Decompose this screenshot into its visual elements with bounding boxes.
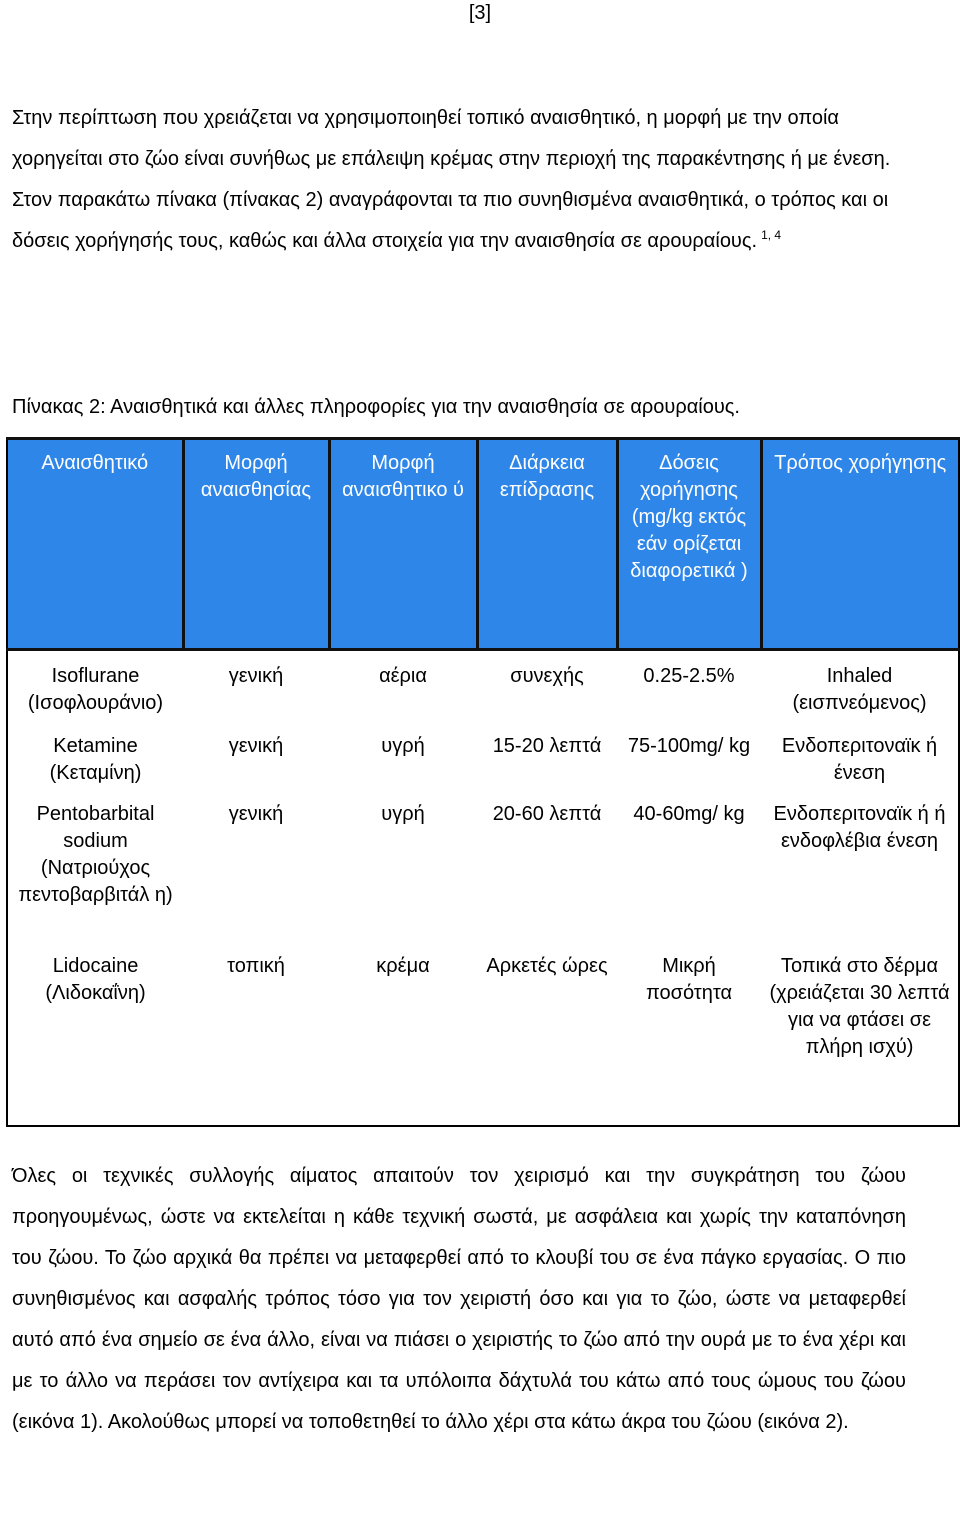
header-anesthetic-form: Μορφή αναισθητικο ύ <box>329 439 477 650</box>
table-cell: Τοπικά στο δέρμα (χρειάζεται 30 λεπτά για να φτάσει σε πλήρη ισχύ) <box>769 955 950 1058</box>
header-anesthesia-type: Μορφή αναισθησίας <box>183 439 329 650</box>
table-cell: Μικρή ποσότητα <box>645 955 733 1004</box>
table-cell: γενική <box>228 803 284 825</box>
table-row <box>7 650 959 730</box>
table-cell: υγρή <box>381 735 425 757</box>
table-cell: 0.25-2.5% <box>643 665 735 687</box>
intro-paragraph-2-text: Στον παρακάτω πίνακα (πίνακας 2) αναγράφονται τα πιο συνηθισμένα αναισθητικά, ο τρόπος και οι δόσεις χορήγησής τους, καθώς και άλλα στοιχεία για την αναισθησία σε αρουραίους. <box>12 189 889 252</box>
reference-superscript: 1, 4 <box>761 228 782 243</box>
header-route: Τρόπος χορήγησης <box>761 439 959 650</box>
table-cell: Ketamine (Κεταμίνη) <box>49 735 142 784</box>
table-cell: Lidocaine (Λιδοκαΐνη) <box>45 955 146 1004</box>
body-paragraph: Όλες οι τεχνικές συλλογής αίματος απαιτούν τον χειρισμό και την συγκράτηση του ζώου προηγουμένως, ώστε να εκτελείται η κάθε τεχνική σωστά, με ασφάλεια και χωρίς την καταπόνηση του ζώου. Το ζώο αρχικά θα πρέπει να μεταφερθεί από το κλουβί του σε ένα πάγκο εργασίας. Ο πιο συνηθισμένος και ασφαλής τρόπος τόσο για τον χειριστή όσο και για το ζώο, ώστε να μεταφερθεί αυτό από ένα σημείο σε ένα άλλο, είναι να πιάσει ο χειριστής το ζώο από την ουρά με το ένα χέρι και με το άλλο να περάσει τον αντίχειρα και τα υπόλοιπα δάχτυλά του κάτω από τους ώμους του ζώου (εικόνα 1). Ακολούθως μπορεί να τοποθετηθεί το άλλο χέρι στα κάτω άκρα του ζώου (εικόνα 2). <box>12 1165 906 1433</box>
table-cell: συνεχής <box>510 665 584 687</box>
table-header-row <box>7 439 959 650</box>
table-cell: γενική <box>228 665 284 687</box>
table-cell: αέρια <box>379 665 427 687</box>
intro-paragraph-2 <box>12 180 912 262</box>
table-cell: Αρκετές ώρες <box>486 955 608 977</box>
intro-paragraph-1: Στην περίπτωση που χρειάζεται να χρησιμοποιηθεί τοπικό αναισθητικό, η μορφή με την οποία χορηγείται στο ζώο είναι συνήθως με επάλειψη κρέμας στην περιοχή της παρακέντησης ή με ένεση. <box>12 107 891 170</box>
table-cell: τοπική <box>227 955 285 977</box>
table-cell: Ενδοπεριτοναϊκ ή ή ενδοφλέβια ένεση <box>773 803 946 852</box>
table-cell: υγρή <box>381 803 425 825</box>
header-anesthetic: Αναισθητικό <box>7 439 183 650</box>
table-cell: γενική <box>228 735 284 757</box>
table-caption: Πίνακας 2: Αναισθητικά και άλλες πληροφορίες για την αναισθησία σε αρουραίους. <box>12 396 740 418</box>
table-cell: Ενδοπεριτοναϊκ ή ένεση <box>781 735 938 784</box>
table-cell: 75-100mg/ kg <box>627 735 751 757</box>
table-cell: 20-60 λεπτά <box>492 803 602 825</box>
table-cell: Pentobarbital sodium (Νατριούχος πεντοβαρβιτάλ η) <box>18 803 173 906</box>
intro-text <box>12 98 912 262</box>
page-number: [3] <box>468 2 492 24</box>
table-cell: Isoflurane (Ισοφλουράνιο) <box>27 665 164 714</box>
anesthetics-table <box>6 437 960 1127</box>
header-duration: Διάρκεια επίδρασης <box>477 439 617 650</box>
table-row <box>7 729 959 797</box>
table-cell: Inhaled (εισπνεόμενος) <box>792 665 927 714</box>
table-cell: κρέμα <box>376 955 430 977</box>
table-row <box>7 797 959 949</box>
table-cell: 40-60mg/ kg <box>633 803 745 825</box>
table-cell: 15-20 λεπτά <box>492 735 602 757</box>
header-dosage: Δόσεις χορήγησης (mg/kg εκτός εάν ορίζεται διαφορετικά ) <box>617 439 761 650</box>
table-row <box>7 949 959 1126</box>
